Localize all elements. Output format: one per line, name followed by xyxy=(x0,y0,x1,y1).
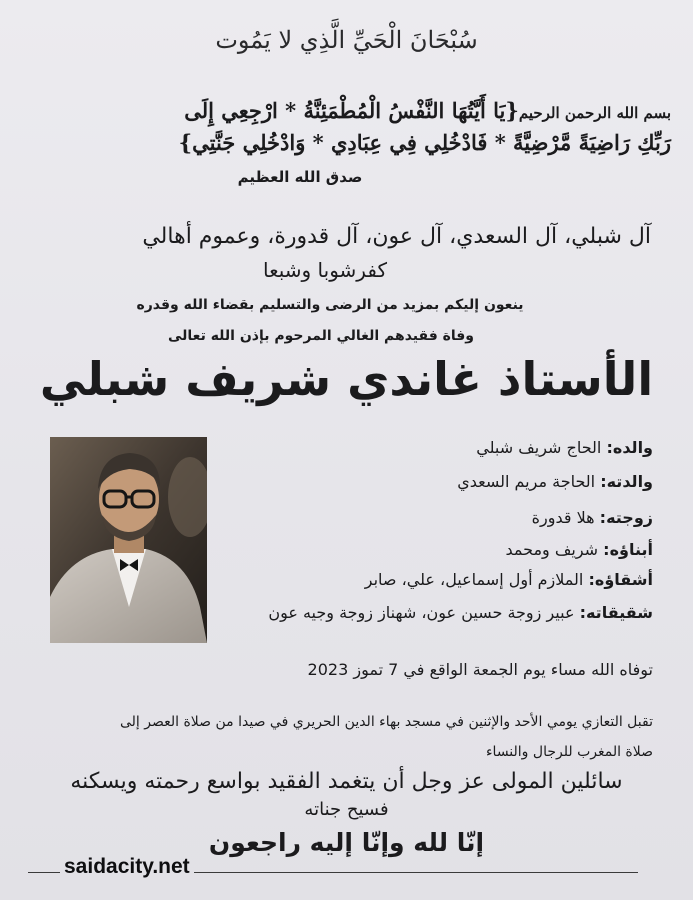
relative-wife xyxy=(532,508,653,527)
families-line-2: كفرشوبا وشبعا xyxy=(263,258,387,282)
sisters-value: عبير زوجة حسين عون، شهناز زوجة وجيه عون xyxy=(268,603,575,622)
prayer-line-1: سائلين المولى عز وجل أن يتغمد الفقيد بواسع رحمته ويسكنه xyxy=(70,769,623,794)
relative-sisters xyxy=(268,603,653,622)
wife-value: هلا قدورة xyxy=(531,508,595,527)
sons-label: أبناؤه: xyxy=(603,540,653,559)
relative-sons xyxy=(505,540,653,559)
relative-mother xyxy=(457,472,653,491)
prayer-line-2: فسيح جناته xyxy=(304,799,389,820)
sons-value: شريف ومحمد xyxy=(505,540,599,559)
father-label: والده: xyxy=(606,438,653,457)
verse-line-1 xyxy=(184,98,671,123)
announcement-line-2: وفاة فقيدهم الغالي المرحوم بإذن الله تعالى xyxy=(167,328,475,344)
verse-closing: صدق الله العظيم xyxy=(237,168,363,186)
families-line-1: آل شبلي، آل السعدي، آل عون، آل قدورة، وعموم أهالي xyxy=(142,224,651,249)
portrait-photo xyxy=(50,437,207,643)
brothers-value: الملازم أول إسماعيل، علي، صابر xyxy=(364,570,584,589)
closing-verse: إنّا لله وإنّا إليه راجعون xyxy=(208,828,485,857)
header-glorification: سُبْحَانَ الْحَيِّ الَّذِي لا يَمُوت xyxy=(215,26,478,54)
watermark-rule-left xyxy=(28,872,60,873)
death-date: توفاه الله مساء يوم الجمعة الواقع في 7 تموز 2023 xyxy=(307,660,653,679)
deceased-name: الأستاذ غاندي شريف شبلي xyxy=(39,352,654,406)
watermark-site-name: saidacity.net xyxy=(64,855,190,878)
basmala: بسم الله الرحمن الرحيم xyxy=(518,104,671,122)
relative-brothers xyxy=(365,570,653,589)
condolence-line-1: تقبل التعازي يومي الأحد والإثنين في مسجد بهاء الدين الحريري في صيدا من صلاة العصر إلى xyxy=(119,714,653,730)
watermark-rule-right xyxy=(194,872,638,873)
wife-label: زوجته: xyxy=(599,508,653,527)
mother-label: والدته: xyxy=(600,472,653,491)
verse-line-2: رَبِّكِ رَاضِيَةً مَّرْضِيَّةً * فَادْخُلِي فِي عِبَادِي * وَادْخُلِي جَنَّتِي} xyxy=(178,130,671,155)
mother-value: الحاجة مريم السعدي xyxy=(457,472,596,491)
announcement-line-1: ينعون إليكم بمزيد من الرضى والتسليم بقضاء الله وقدره xyxy=(136,297,524,313)
verse-quote-part-1: {يَا أَيَّتُهَا النَّفْسُ الْمُطْمَئِنَّةُ * ارْجِعِي إِلَى xyxy=(184,98,519,123)
sisters-label: شقيقاته: xyxy=(579,603,653,622)
relative-father xyxy=(476,438,653,457)
portrait-illustration xyxy=(50,437,207,643)
brothers-label: أشقاؤه: xyxy=(588,570,653,589)
father-value: الحاج شريف شبلي xyxy=(476,438,602,457)
condolence-line-2: صلاة المغرب للرجال والنساء xyxy=(485,744,653,760)
